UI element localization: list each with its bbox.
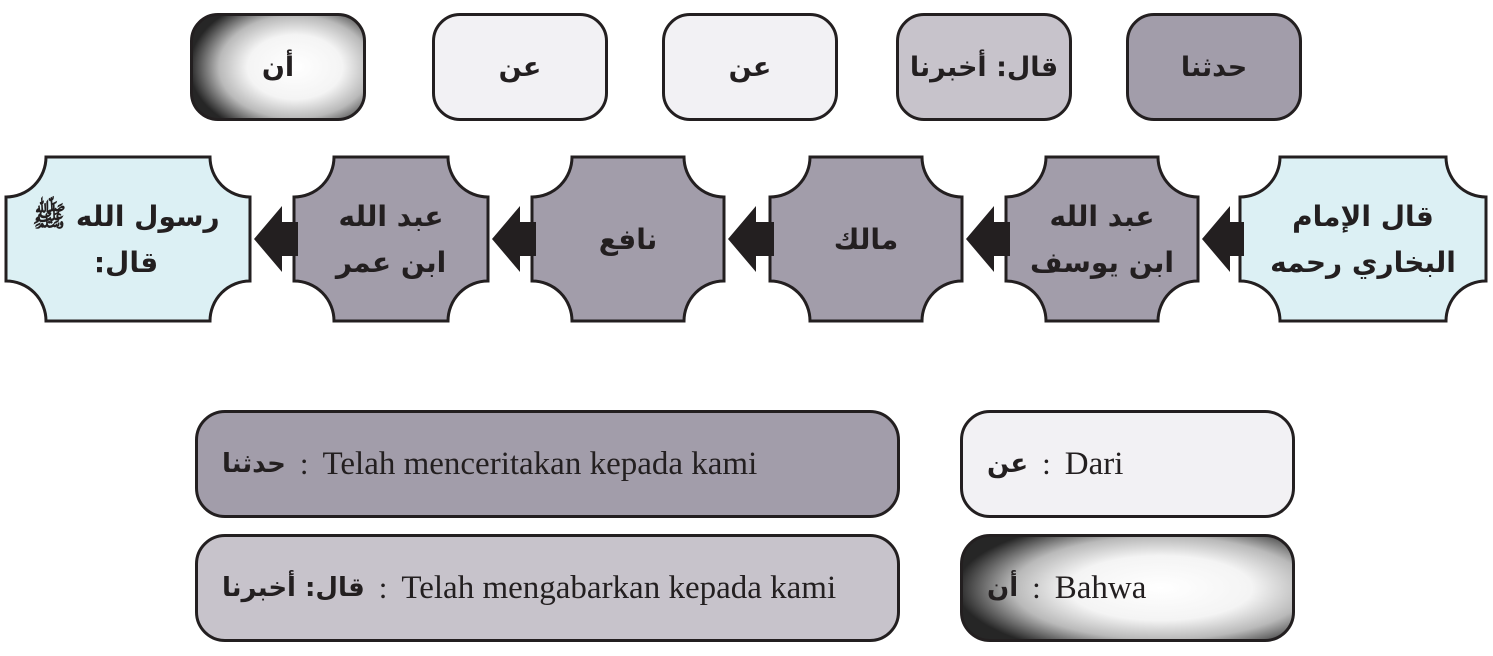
legend-item-qala-akhbarana [195,534,900,642]
legend-arabic-term: حدثنا [222,449,286,479]
chain-node-nafi [530,160,726,320]
chain-node-line: مالك [833,223,899,256]
chain-node-line: ابن عمر [335,246,447,279]
top-pill-label: أن [261,51,295,83]
legend-meaning: Dari [1064,445,1124,482]
top-pill-label: قال: أخبرنا [909,51,1059,83]
chain-node-abdullah-ibn-umar [292,160,490,320]
legend-separator: : [1042,446,1051,481]
chain-node-abdullah-ibn-yusuf [1004,160,1200,320]
legend-arabic-term: قال: أخبرنا [222,573,365,603]
legend-separator: : [378,570,388,605]
chain-node-malik [768,160,964,320]
legend-separator: : [1032,570,1041,605]
top-pill-label: عن [498,51,542,83]
top-pill-label: حدثنا [1180,51,1248,83]
chain-node-rasulullah [2,160,250,320]
legend-item-an [960,410,1295,518]
top-pill-label: عن [728,51,772,83]
legend-meaning: Telah mengabarkan kepada kami [401,569,837,606]
legend-meaning: Bahwa [1054,569,1147,606]
chain-node-line: ابن يوسف [1030,246,1175,279]
chain-node-line: عبد الله [1049,200,1155,233]
legend-item-haddathana [195,410,900,518]
legend-arabic-term: أن [987,573,1019,603]
legend-meaning: Telah menceritakan kepada kami [322,445,758,482]
chain-node-imam-bukhari [1238,160,1488,320]
legend-arabic-term: عن [987,449,1029,479]
chain-node-line: نافع [598,223,658,256]
legend-item-anna [960,534,1295,642]
chain-node-line: قال الإمام [1292,200,1434,233]
chain-node-line: البخاري رحمه [1270,246,1456,279]
chain-node-line: قال: [93,246,159,279]
chain-node-line: عبد الله [338,200,444,233]
chain-node-line: رسول الله ﷺ [32,200,220,233]
legend-separator: : [299,446,309,481]
